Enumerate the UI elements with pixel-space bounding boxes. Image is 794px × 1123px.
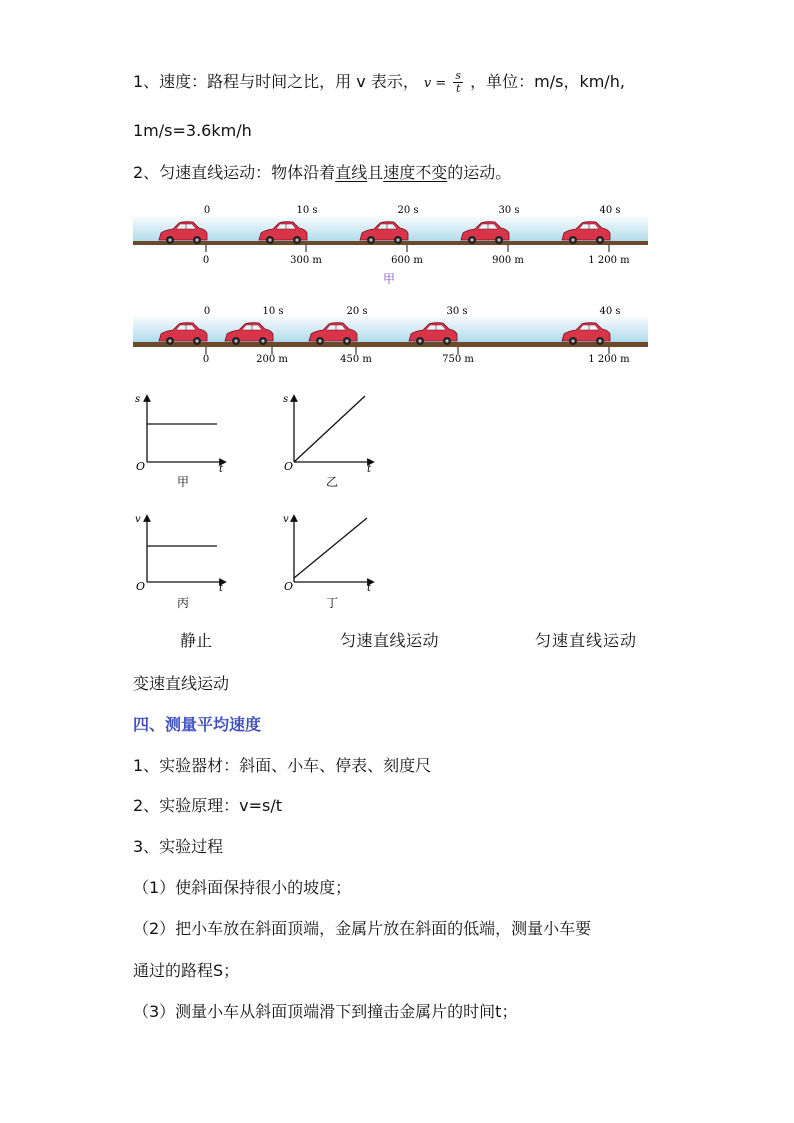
origin-label: O bbox=[136, 460, 146, 473]
fraction-numerator: s bbox=[455, 69, 462, 82]
time-label: 40 s bbox=[599, 306, 621, 317]
list-item: （1）使斜面保持很小的坡度； bbox=[133, 878, 352, 897]
list-item: （3）测量小车从斜面顶端滑下到撞击金属片的时间t； bbox=[133, 1002, 518, 1021]
section-heading: 四、测量平均速度 bbox=[133, 715, 262, 734]
state-label-variable: 变速直线运动 bbox=[133, 674, 230, 693]
list-item: 3、实验过程 bbox=[133, 837, 224, 856]
distance-label: 200 m bbox=[256, 354, 288, 365]
distance-label: 1 200 m bbox=[588, 255, 630, 266]
uniform-motion-text-a: 2、匀速直线运动：物体沿着 bbox=[133, 163, 336, 182]
origin-label: O bbox=[284, 460, 294, 473]
time-label: 30 s bbox=[498, 205, 520, 216]
time-label: 40 s bbox=[599, 205, 621, 216]
graph-s-t-uniform bbox=[281, 390, 381, 475]
list-item: 2、实验原理：v=s/t bbox=[133, 796, 283, 815]
time-label: 0 bbox=[203, 205, 211, 216]
formula-v: v = bbox=[423, 76, 447, 91]
time-label: 10 s bbox=[296, 205, 318, 216]
origin-label: O bbox=[284, 580, 294, 593]
graph-line bbox=[294, 396, 365, 462]
distance-label: 750 m bbox=[442, 354, 474, 365]
fraction-denominator: t bbox=[456, 82, 461, 95]
x-axis-label: t bbox=[367, 464, 372, 475]
y-axis-label: v bbox=[135, 514, 141, 525]
speed-definition-text: 1、速度：路程与时间之比，用 v 表示， bbox=[133, 72, 419, 91]
road1-caption: 甲 bbox=[383, 272, 396, 286]
time-label: 20 s bbox=[346, 306, 368, 317]
state-label-uniform-2: 匀速直线运动 bbox=[535, 631, 638, 650]
speed-units-text: ，单位：m/s，km/h, bbox=[470, 72, 625, 91]
graph4-caption: 丁 bbox=[326, 596, 339, 610]
uniform-motion-underline-speed: 速度不变 bbox=[383, 163, 448, 182]
graph3-caption: 丙 bbox=[177, 596, 190, 610]
graph-v-t-uniform bbox=[133, 508, 233, 593]
uniform-motion-line bbox=[133, 163, 511, 183]
distance-label: 900 m bbox=[492, 255, 524, 266]
uniform-motion-text-e: 的运动。 bbox=[447, 163, 512, 182]
list-item: （2）把小车放在斜面顶端，金属片放在斜面的低端，测量小车要 bbox=[133, 919, 592, 938]
time-label: 30 s bbox=[446, 306, 468, 317]
unit-conversion-line: 1m/s=3.6km/h bbox=[133, 121, 252, 140]
uniform-motion-text-c: 且 bbox=[367, 163, 384, 182]
state-label-rest: 静止 bbox=[180, 631, 213, 650]
distance-label: 600 m bbox=[391, 255, 423, 266]
distance-label: 300 m bbox=[290, 255, 322, 266]
speed-fraction bbox=[453, 70, 463, 95]
time-label: 0 bbox=[203, 306, 211, 317]
x-axis-label: t bbox=[219, 464, 224, 475]
origin-label: O bbox=[136, 580, 146, 593]
graph2-caption: 乙 bbox=[326, 475, 339, 489]
time-label: 20 s bbox=[397, 205, 419, 216]
distance-label: 450 m bbox=[340, 354, 372, 365]
variable-motion-road-figure bbox=[133, 303, 648, 373]
graph-v-t-accelerating bbox=[281, 508, 381, 593]
list-item: 通过的路程S； bbox=[133, 961, 240, 980]
y-axis-label: s bbox=[283, 394, 289, 405]
speed-definition-line bbox=[133, 70, 625, 95]
time-label: 10 s bbox=[262, 306, 284, 317]
y-axis-label: v bbox=[283, 514, 289, 525]
x-axis-label: t bbox=[219, 583, 224, 593]
graph-s-t-rest bbox=[133, 390, 233, 475]
distance-label: 0 bbox=[202, 354, 210, 365]
list-item: 1、实验器材：斜面、小车、停表、刻度尺 bbox=[133, 756, 432, 775]
distance-label: 1 200 m bbox=[588, 354, 630, 365]
uniform-motion-underline-straight: 直线 bbox=[335, 163, 368, 182]
x-axis-label: t bbox=[367, 583, 372, 593]
state-label-uniform-1: 匀速直线运动 bbox=[340, 631, 440, 650]
distance-label: 0 bbox=[202, 255, 210, 266]
graph1-caption: 甲 bbox=[177, 475, 190, 489]
graph-line bbox=[294, 518, 367, 578]
y-axis-label: s bbox=[135, 394, 141, 405]
